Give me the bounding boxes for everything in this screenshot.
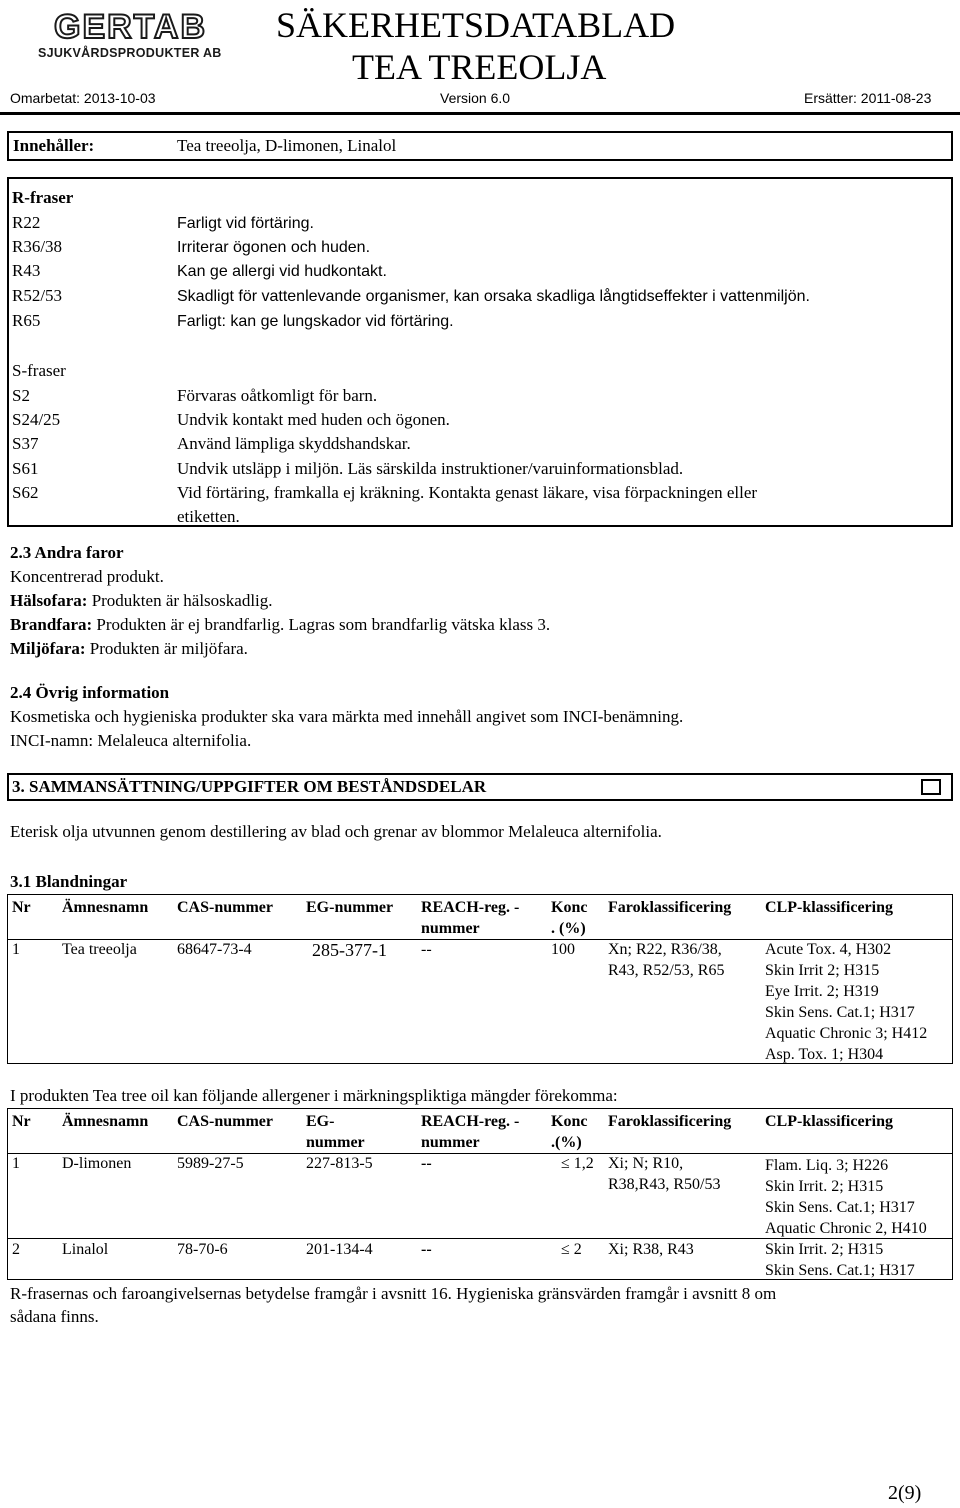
cell-reach: -- (421, 1241, 432, 1258)
phrases-box (7, 177, 953, 527)
section3-description: Eterisk olja utvunnen genom destillering av blad och grenar av blommor Melaleuca alternifolia. (10, 822, 662, 841)
r-code: R43 (12, 261, 41, 280)
s-phrases-heading: S-fraser (12, 361, 66, 380)
col-header: nummer (306, 1134, 365, 1151)
footer-note: R-frasernas och faroangivelsernas betydelse framgår i avsnitt 16. Hygieniska gränsvärden framgår i avsnitt 8 om (10, 1284, 777, 1303)
s-text-continued: etiketten. (177, 507, 240, 526)
col-header: Ämnesnamn (62, 899, 149, 916)
r-code: R65 (12, 311, 41, 330)
other-info-heading: 2.4 Övrig information (10, 683, 170, 702)
logo-wordmark: GERTAB (54, 8, 208, 46)
section3-title: 3. SAMMANSÄTTNING/UPPGIFTER OM BESTÅNDSDELAR (12, 777, 487, 796)
company-logo (8, 6, 246, 64)
cell-reach: -- (421, 941, 432, 958)
col-header: .(%) (551, 1134, 582, 1151)
r-code: R36/38 (12, 237, 63, 256)
allergen-table (7, 1108, 953, 1280)
s-code: S37 (12, 434, 39, 453)
other-info-line: INCI-namn: Melaleuca alternifolia. (10, 731, 252, 750)
r-text: Farligt: kan ge lungskador vid förtäring. (177, 313, 454, 330)
s-text: Använd lämpliga skyddshandskar. (177, 434, 411, 453)
r-phrases-heading: R-fraser (12, 188, 74, 207)
cell-clp: Asp. Tox. 1; H304 (765, 1046, 884, 1063)
env-hazard-label: Miljöfara: (10, 639, 86, 658)
other-hazards-line: Koncentrerad produkt. (10, 567, 164, 586)
mixtures-heading: 3.1 Blandningar (10, 872, 128, 891)
cell-cas: 5989-27-5 (177, 1155, 244, 1172)
col-header: EG- (306, 1113, 335, 1130)
r-code: R52/53 (12, 286, 63, 305)
env-hazard-text: Produkten är miljöfara. (85, 639, 248, 658)
s-code: S62 (12, 483, 39, 502)
health-hazard-text: Produkten är hälsoskadlig. (87, 591, 273, 610)
s-text: Vid förtäring, framkalla ej kräkning. Kontakta genast läkare, visa förpackningen eller (177, 483, 758, 502)
contains-value: Tea treeolja, D-limonen, Linalol (177, 136, 397, 155)
table-divider (8, 1153, 952, 1154)
cell-name: Linalol (62, 1241, 109, 1258)
mixture-table (7, 894, 953, 1064)
allergen-intro: I produkten Tea tree oil kan följande allergener i märkningspliktiga mängder förekomma: (10, 1086, 618, 1105)
cell-nr: 1 (12, 1155, 20, 1172)
col-header: REACH-reg. - (421, 899, 520, 916)
cell-konc: ≤ 1,2 (561, 1155, 594, 1172)
cell-clp: Acute Tox. 4, H302 (765, 941, 892, 958)
col-header: REACH-reg. - (421, 1113, 520, 1130)
r-text: Kan ge allergi vid hudkontakt. (177, 263, 387, 280)
cell-faro: Xi; R38, R43 (608, 1241, 694, 1258)
section-checkbox[interactable] (921, 779, 941, 795)
contains-box (7, 131, 953, 161)
cell-clp: Skin Irrit. 2; H315 (765, 1241, 884, 1258)
revised-date: Omarbetat: 2013-10-03 (10, 90, 156, 106)
col-header: . (%) (551, 920, 586, 937)
product-title: TEA TREEOLJA (352, 47, 607, 87)
fire-hazard-text: Produkten är ej brandfarlig. Lagras som brandfarlig vätska klass 3. (92, 615, 551, 634)
cell-faro: R38,R43, R50/53 (608, 1176, 721, 1193)
col-header: Konc (551, 899, 588, 916)
col-header: Nr (12, 1113, 31, 1130)
other-info-line: Kosmetiska och hygieniska produkter ska vara märkta med innehåll angivet som INCI-benämning. (10, 707, 684, 726)
revision-bar (0, 90, 960, 104)
cell-clp: Skin Irrit 2; H315 (765, 962, 880, 979)
other-hazards-heading: 2.3 Andra faror (10, 543, 124, 562)
cell-konc: ≤ 2 (561, 1241, 582, 1258)
col-header: EG-nummer (306, 899, 394, 916)
r-text: Farligt vid förtäring. (177, 215, 314, 232)
col-header: Nr (12, 899, 31, 916)
cell-eg: 227-813-5 (306, 1155, 373, 1172)
page-number: 2(9) (888, 1482, 922, 1504)
col-header: Konc (551, 1113, 588, 1130)
s-code: S2 (12, 386, 30, 405)
col-header: CAS-nummer (177, 1113, 273, 1130)
cell-faro: Xn; R22, R36/38, (608, 941, 722, 958)
fire-hazard-label: Brandfara: (10, 615, 93, 634)
section3-box (7, 773, 953, 801)
header-divider (0, 112, 960, 115)
health-hazard-line (10, 589, 273, 613)
fire-hazard-line (10, 613, 550, 637)
logo-subtitle: SJUKVÅRDSPRODUKTER AB (38, 46, 222, 60)
cell-faro: Xi; N; R10, (608, 1155, 684, 1172)
s-text: Undvik utsläpp i miljön. Läs särskilda instruktioner/varuinformationsblad. (177, 459, 684, 478)
cell-clp: Aquatic Chronic 3; H412 (765, 1025, 928, 1042)
cell-nr: 2 (12, 1241, 20, 1258)
cell-name: Tea treeolja (62, 941, 137, 958)
replaces-date: Ersätter: 2011-08-23 (804, 90, 932, 106)
cell-konc: 100 (551, 941, 575, 958)
cell-clp: Flam. Liq. 3; H226 (765, 1157, 889, 1174)
r-text: Skadligt för vattenlevande organismer, kan orsaka skadliga långtidseffekter i vattenmiljön. (177, 288, 810, 305)
col-header: nummer (421, 920, 480, 937)
cell-clp: Skin Irrit. 2; H315 (765, 1178, 884, 1195)
cell-eg: 201-134-4 (306, 1241, 373, 1258)
s-code: S24/25 (12, 410, 61, 429)
cell-nr: 1 (12, 941, 20, 958)
cell-clp: Skin Sens. Cat.1; H317 (765, 1199, 915, 1216)
cell-clp: Eye Irrit. 2; H319 (765, 983, 879, 1000)
col-header: CLP-klassificering (765, 899, 893, 916)
document-title: SÄKERHETSDATABLAD (276, 5, 676, 45)
col-header: CLP-klassificering (765, 1113, 893, 1130)
r-text: Irriterar ögonen och huden. (177, 239, 371, 256)
cell-reach: -- (421, 1155, 432, 1172)
col-header: Faroklassificering (608, 1113, 732, 1130)
cell-clp: Aquatic Chronic 2, H410 (765, 1220, 927, 1237)
s-code: S61 (12, 459, 39, 478)
cell-cas: 68647-73-4 (177, 941, 252, 958)
cell-eg: 285-377-1 (312, 940, 387, 960)
cell-faro: R43, R52/53, R65 (608, 962, 725, 979)
cell-clp: Skin Sens. Cat.1; H317 (765, 1262, 915, 1279)
cell-clp: Skin Sens. Cat.1; H317 (765, 1004, 915, 1021)
version-label: Version 6.0 (440, 90, 511, 106)
col-header: Ämnesnamn (62, 1113, 149, 1130)
r-code: R22 (12, 213, 41, 232)
cell-name: D-limonen (62, 1155, 132, 1172)
s-text: Undvik kontakt med huden och ögonen. (177, 410, 450, 429)
footer-note: sådana finns. (10, 1307, 99, 1326)
s-text: Förvaras oåtkomligt för barn. (177, 386, 378, 405)
col-header: nummer (421, 1134, 480, 1151)
env-hazard-line (10, 637, 248, 661)
contains-label: Innehåller: (13, 136, 95, 155)
health-hazard-label: Hälsofara: (10, 591, 88, 610)
cell-cas: 78-70-6 (177, 1241, 228, 1258)
col-header: CAS-nummer (177, 899, 273, 916)
col-header: Faroklassificering (608, 899, 732, 916)
